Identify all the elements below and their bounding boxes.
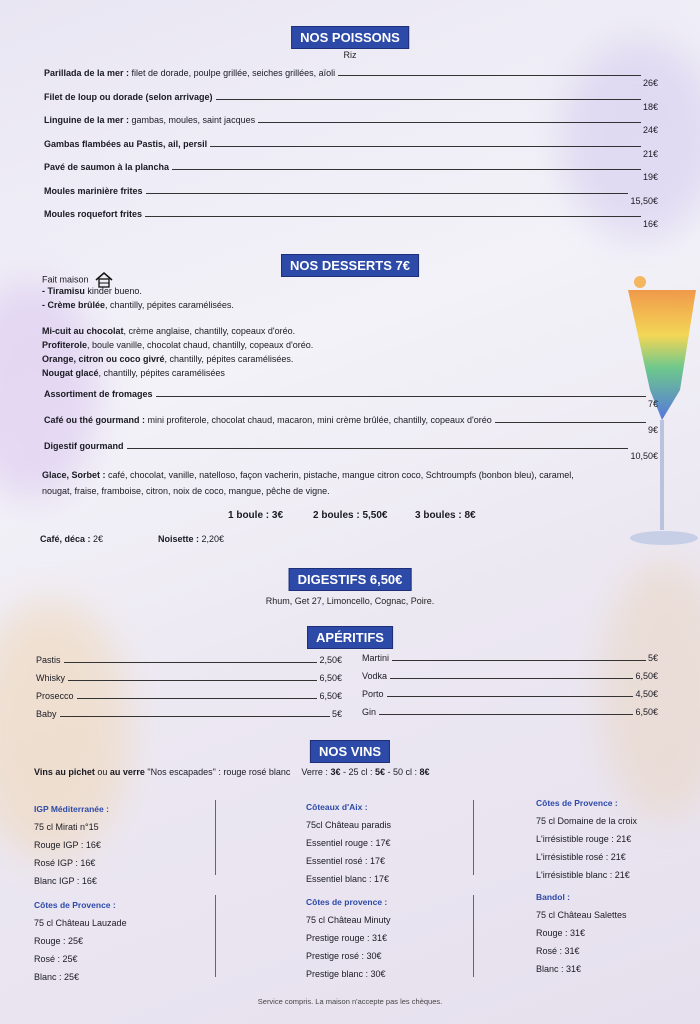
wine-column [306,893,391,983]
cl50-size: 50 cl : [392,767,420,777]
menu-item-label [44,139,207,149]
menu-item-label [44,441,124,451]
menu-item-name: Gambas flambées au Pastis, ail, persil [44,138,208,149]
section-title-desserts: NOS DESSERTS 7€ [281,254,419,277]
leader-line [77,698,318,699]
aperitif-name: Martini [362,653,390,663]
menu-item-row [44,138,658,159]
aperitif-name: Whisky [36,673,65,683]
menu-item-name: Parillada de la mer : [44,68,130,78]
leader-line [60,716,330,717]
wine-line: Rosé IGP : 16€ [34,858,96,868]
menu-text-line [42,354,293,364]
menu-item-price: 24€ [642,125,658,135]
menu-item-row [44,68,658,88]
menu-item-label [44,186,143,196]
leader-line [145,216,641,217]
menu-text-line [42,286,142,296]
menu-item-label [44,115,255,125]
menu-item-row [44,115,658,135]
wine-column [34,896,127,986]
menu-item-label [44,162,169,172]
verre-price: 3€ [330,767,341,777]
menu-item-label [44,68,335,78]
wine-line: Blanc : 31€ [536,964,582,974]
aperitif-name: Vodka [362,671,388,681]
leader-line [392,660,646,661]
wine-line: L'irrésistible rouge : 21€ [536,834,632,844]
aperitif-row [362,671,658,681]
menu-item-name: Digestif gourmand [44,441,124,451]
wine-line: Rouge : 25€ [34,936,84,946]
leader-line [68,680,317,681]
aperitif-row [36,691,342,701]
leader-line [146,193,629,194]
menu-item-name: Filet de loup ou dorade (selon arrivage) [44,91,213,102]
aperitif-name: Gin [362,707,377,717]
menu-item-price: 26€ [642,78,658,88]
menu-text-line [42,368,225,378]
wine-line: Blanc IGP : 16€ [34,876,97,886]
menu-item-name: Profiterole [42,340,88,350]
aperitif-price: 2,50€ [319,655,342,665]
aperitif-name: Baby [36,709,57,719]
verre-size: Verre : [301,767,331,777]
escapades-text: "Nos escapades" : rouge rosé blanc [144,767,291,777]
wine-column [536,888,627,978]
leader-line [64,662,318,663]
menu-item-desc: filet de dorade, poulpe grillée, seiches grillées, aïoli [129,68,336,78]
wine-divider [215,800,216,875]
glace-line-2 [42,486,330,496]
aperitif-price: 6,50€ [319,673,342,683]
glace-desc-2: nougat, fraise, framboise, citron, noix de coco, mangue, pêche de vigne. [42,486,330,496]
aperitif-price: 6,50€ [635,707,658,717]
wine-column [536,794,637,884]
section-title-aperitifs: APÉRITIFS [307,626,393,649]
leader-line [156,396,646,397]
cafe-price: 2€ [90,534,104,544]
cafe-line [40,534,103,544]
menu-item-name: - Crème brûlée [42,300,106,310]
boule-3: 3 boules : 8€ [415,510,476,521]
wine-appellation: Côteaux d'Aix : [306,802,368,812]
menu-item-name: Café ou thé gourmand : [44,415,145,425]
menu-item-row [44,389,658,409]
wine-line: 75 cl Château Minuty [306,915,391,925]
separator-1: - [340,767,349,777]
aperitif-row [36,655,342,665]
menu-item-name: Orange, citron ou coco givré [42,354,165,364]
menu-item-row [44,162,658,182]
cafe-label: Café, déca : [40,534,91,544]
menu-item-name: - Tiramisu [42,286,85,296]
fait-maison-text: Fait maison [42,274,89,285]
menu-item-row [44,91,658,112]
glace-name: Glace, Sorbet : [42,470,106,480]
cl25-size: 25 cl : [348,767,375,777]
menu-item-name: Linguine de la mer : [44,115,130,125]
aperitif-price: 5€ [331,709,342,719]
wine-line: L'irrésistible rosé : 21€ [536,852,626,862]
noisette-line [158,534,224,544]
menu-item-price: 18€ [642,101,658,112]
aperitif-price: 6,50€ [319,691,342,701]
menu-item-desc: , chantilly, pépites caramélisées [98,368,225,378]
pichet-or: ou [94,767,110,777]
menu-text-line [42,300,234,310]
wine-line: 75cl Château paradis [306,820,392,830]
wine-divider [473,800,474,875]
aperitif-row [362,689,658,699]
menu-item-desc: mini profiterole, chocolat chaud, macaron, mini crème brûlée, chantilly, copeaux d'oréo [145,415,492,425]
poissons-subtitle: Riz [343,50,357,60]
menu-item-name: Assortiment de fromages [44,389,153,399]
section-title-vins: NOS VINS [310,740,390,763]
leader-line [495,422,646,423]
menu-item-price: 10,50€ [630,451,658,461]
menu-item-row [44,185,658,206]
menu-item-row [44,441,658,461]
wine-line: Prestige blanc : 30€ [306,969,386,979]
boule-2: 2 boules : 5,50€ [313,510,388,521]
wine-line: 75 cl Château Salettes [536,910,627,920]
wine-line: L'irrésistible blanc : 21€ [536,870,630,880]
menu-item-desc: kinder bueno. [84,286,142,296]
menu-item-desc: , crème anglaise, chantilly, copeaux d'oréo. [123,326,296,336]
menu-item-name: Moules marinière frites [44,185,143,196]
wine-line: 75 cl Château Lauzade [34,918,127,928]
wine-appellation: Côtes de Provence : [536,798,618,808]
wine-divider [473,895,474,977]
wine-appellation: Bandol : [536,892,570,902]
wine-line: Rosé : 25€ [34,954,78,964]
menu-item-name: Moules roquefort frites [44,209,143,219]
vins-pichet-line [34,767,430,777]
aperitif-price: 5€ [647,653,658,663]
aperitif-row [362,707,658,717]
wine-line: Prestige rouge : 31€ [306,933,388,943]
leader-line [210,146,641,147]
verre-label: au verre [109,767,145,777]
menu-text-line [42,326,295,336]
leader-line [338,75,641,76]
wine-appellation: Côtes de Provence : [34,900,116,910]
wine-divider [215,895,216,977]
wine-line: Rosé : 31€ [536,946,580,956]
aperitif-price: 6,50€ [635,671,658,681]
menu-text-line [42,340,313,350]
wine-appellation: Côtes de provence : [306,897,388,907]
wine-appellation: IGP Méditerranée : [34,804,109,814]
leader-line [379,714,633,715]
digestifs-list: Rhum, Get 27, Limoncello, Cognac, Poire. [265,596,435,606]
menu-item-price: 15,50€ [630,195,658,206]
noisette-label: Noisette : [158,534,200,544]
noisette-price: 2,20€ [199,534,225,544]
menu-item-price: 9€ [647,425,658,435]
aperitif-price: 4,50€ [635,689,658,699]
wine-line: 75 cl Mirati n°15 [34,822,99,832]
wine-line: Essentiel blanc : 17€ [306,874,390,884]
menu-item-row [44,415,658,435]
menu-item-desc: , boule vanille, chocolat chaud, chantilly, copeaux d'oréo. [87,340,314,350]
leader-line [127,448,629,449]
aperitif-name: Porto [362,689,384,699]
section-title-poissons: NOS POISSONS [291,26,409,49]
leader-line [258,122,641,123]
section-title-digestifs: DIGESTIFS 6,50€ [289,568,412,591]
aperitif-name: Prosecco [36,691,74,701]
wine-line: 75 cl Domaine de la croix [536,816,638,826]
menu-item-price: 19€ [642,172,658,182]
wine-line: Rouge : 31€ [536,928,586,938]
aperitif-row [36,673,342,683]
cl50-price: 8€ [419,767,430,777]
menu-item-name: Pavé de saumon à la plancha [44,162,170,172]
menu-item-label [44,415,492,425]
cl25-price: 5€ [374,767,385,777]
menu-item-price: 7€ [647,399,658,409]
aperitif-name: Pastis [36,655,61,665]
glace-desc-1: café, chocolat, vanille, natelloso, façon vacherin, pistache, mangue citron coco, Schtroumpfs (bonbon bleu), caramel, [105,470,574,480]
menu-item-desc: , chantilly, pépites caramélisées. [105,300,234,310]
footer-note: Service compris. La maison n'accepte pas les chèques. [257,997,443,1006]
boule-1: 1 boule : 3€ [228,510,284,521]
wine-line: Prestige rosé : 30€ [306,951,382,961]
wine-column [306,798,391,888]
leader-line [390,678,633,679]
menu-item-label [44,92,213,102]
wine-line: Rouge IGP : 16€ [34,840,101,850]
menu-item-price: 16€ [642,219,658,229]
menu-item-desc: gambas, moules, saint jacques [129,115,256,125]
menu-item-row [44,209,658,229]
separator-2: - [384,767,393,777]
leader-line [216,99,641,100]
wine-column [34,800,109,890]
wine-line: Essentiel rouge : 17€ [306,838,391,848]
menu-item-label [44,209,142,219]
glace-line-1 [42,470,574,480]
menu-item-desc: , chantilly, pépites caramélisées. [164,354,294,364]
wine-line: Blanc : 25€ [34,972,80,982]
leader-line [387,696,634,697]
pichet-label: Vins au pichet [34,767,95,777]
aperitif-row [362,653,658,663]
menu-item-name: Nougat glacé [42,368,99,378]
menu-item-price: 21€ [642,148,658,159]
wine-line: Essentiel rosé : 17€ [306,856,386,866]
menu-item-name: Mi-cuit au chocolat [42,326,124,336]
aperitif-row [36,709,342,719]
menu-item-label [44,389,153,399]
leader-line [172,169,641,170]
